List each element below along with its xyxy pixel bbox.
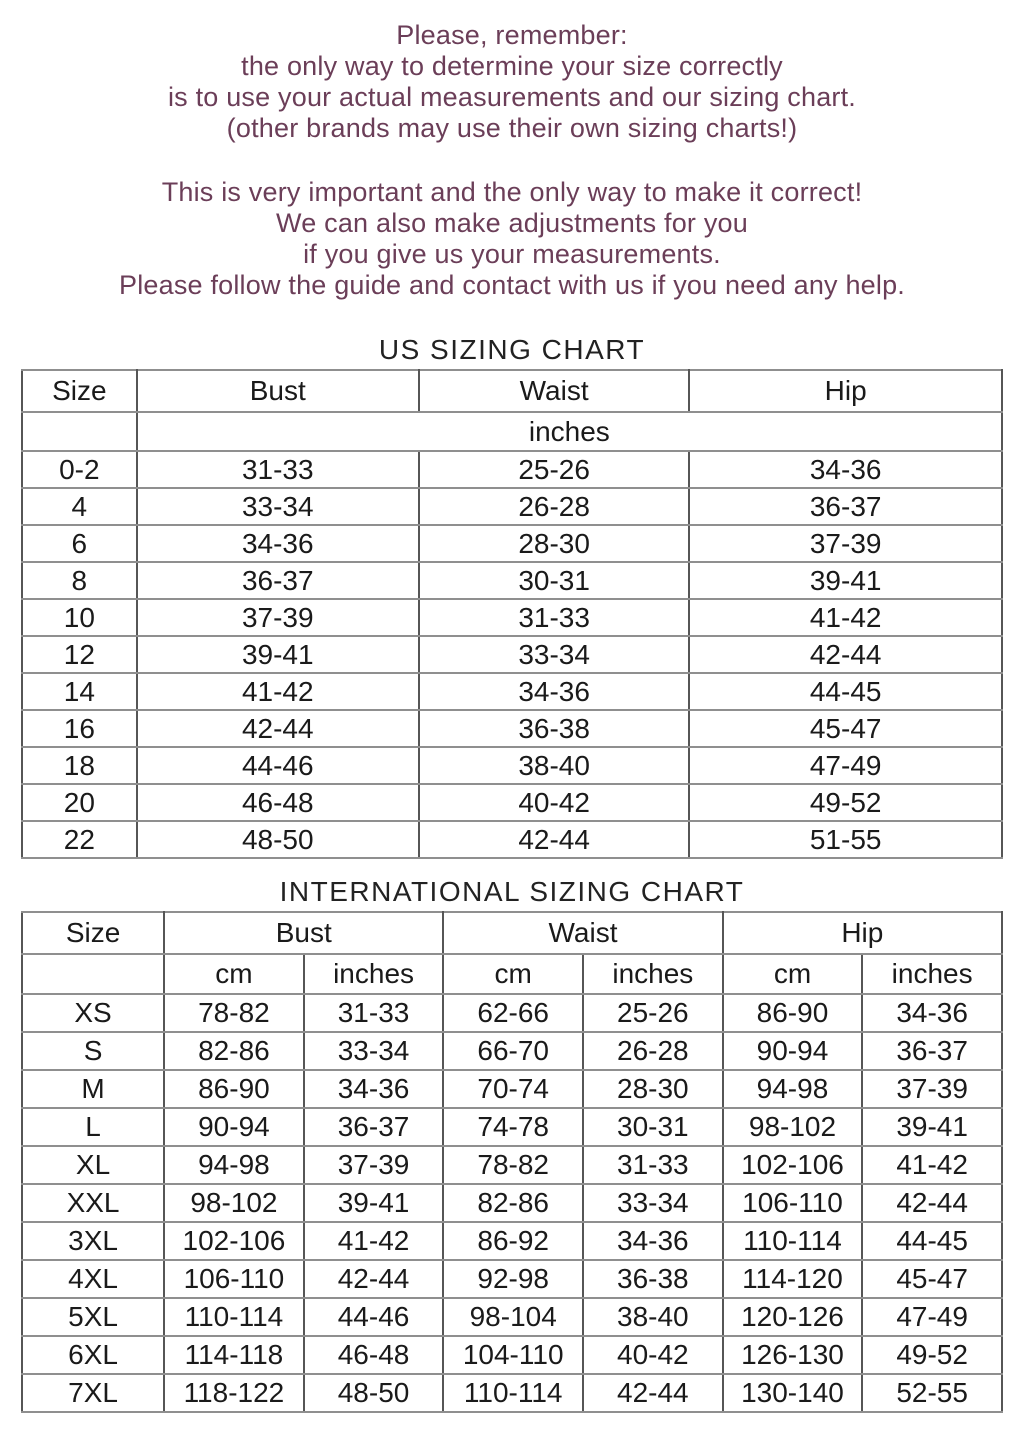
size-cell: 14 bbox=[22, 673, 137, 710]
measurement-cell: 130-140 bbox=[723, 1374, 863, 1412]
measurement-cell: 90-94 bbox=[164, 1108, 304, 1146]
size-cell: S bbox=[22, 1032, 164, 1070]
table-row bbox=[22, 1070, 1002, 1108]
measurement-cell: 41-42 bbox=[862, 1146, 1002, 1184]
measurement-cell: 37-39 bbox=[689, 525, 1002, 562]
measurement-cell: 34-36 bbox=[689, 451, 1002, 488]
measurement-cell: 118-122 bbox=[164, 1374, 304, 1412]
intl-unit-label-bust-inches: inches bbox=[304, 954, 444, 994]
measurement-cell: 45-47 bbox=[689, 710, 1002, 747]
measurement-cell: 98-102 bbox=[164, 1184, 304, 1222]
table-row bbox=[22, 451, 1002, 488]
measurement-cell: 41-42 bbox=[137, 673, 419, 710]
us-sizing-table bbox=[21, 369, 1003, 859]
measurement-cell: 42-44 bbox=[689, 636, 1002, 673]
measurement-cell: 36-37 bbox=[862, 1032, 1002, 1070]
intl-unit-label-waist-inches: inches bbox=[583, 954, 723, 994]
measurement-cell: 42-44 bbox=[583, 1374, 723, 1412]
measurement-cell: 26-28 bbox=[583, 1032, 723, 1070]
measurement-cell: 120-126 bbox=[723, 1298, 863, 1336]
measurement-cell: 78-82 bbox=[443, 1146, 583, 1184]
measurement-cell: 49-52 bbox=[689, 784, 1002, 821]
us-unit-label-inches: inches bbox=[137, 412, 1002, 451]
intro-line: Please follow the guide and contact with us if you need any help. bbox=[118, 270, 905, 300]
intl-unit-label-hip-inches: inches bbox=[862, 954, 1002, 994]
intl-table-body bbox=[22, 994, 1002, 1412]
table-row bbox=[22, 599, 1002, 636]
measurement-cell: 110-114 bbox=[164, 1298, 304, 1336]
measurement-cell: 102-106 bbox=[164, 1222, 304, 1260]
measurement-cell: 51-55 bbox=[689, 821, 1002, 858]
measurement-cell: 94-98 bbox=[164, 1146, 304, 1184]
measurement-cell: 41-42 bbox=[689, 599, 1002, 636]
table-row bbox=[22, 710, 1002, 747]
size-cell: 8 bbox=[22, 562, 137, 599]
measurement-cell: 36-37 bbox=[689, 488, 1002, 525]
measurement-cell: 92-98 bbox=[443, 1260, 583, 1298]
measurement-cell: 42-44 bbox=[419, 821, 689, 858]
measurement-cell: 36-37 bbox=[304, 1108, 444, 1146]
measurement-cell: 30-31 bbox=[583, 1108, 723, 1146]
measurement-cell: 102-106 bbox=[723, 1146, 863, 1184]
intl-unit-row bbox=[22, 954, 1002, 994]
size-cell: 0-2 bbox=[22, 451, 137, 488]
size-cell: XL bbox=[22, 1146, 164, 1184]
measurement-cell: 48-50 bbox=[304, 1374, 444, 1412]
measurement-cell: 31-33 bbox=[137, 451, 419, 488]
measurement-cell: 47-49 bbox=[862, 1298, 1002, 1336]
measurement-cell: 45-47 bbox=[862, 1260, 1002, 1298]
size-cell: XS bbox=[22, 994, 164, 1032]
intro-line: the only way to determine your size correctly bbox=[241, 51, 783, 81]
table-row bbox=[22, 1374, 1002, 1412]
size-cell: 3XL bbox=[22, 1222, 164, 1260]
intro-line: if you give us your measurements. bbox=[303, 239, 721, 269]
measurement-cell: 70-74 bbox=[443, 1070, 583, 1108]
measurement-cell: 40-42 bbox=[583, 1336, 723, 1374]
table-row bbox=[22, 673, 1002, 710]
measurement-cell: 62-66 bbox=[443, 994, 583, 1032]
size-cell: L bbox=[22, 1108, 164, 1146]
table-row bbox=[22, 525, 1002, 562]
measurement-cell: 94-98 bbox=[723, 1070, 863, 1108]
size-cell: 20 bbox=[22, 784, 137, 821]
measurement-cell: 36-38 bbox=[419, 710, 689, 747]
measurement-cell: 106-110 bbox=[723, 1184, 863, 1222]
measurement-cell: 31-33 bbox=[304, 994, 444, 1032]
size-cell: XXL bbox=[22, 1184, 164, 1222]
us-header-row bbox=[22, 370, 1002, 412]
size-cell: M bbox=[22, 1070, 164, 1108]
size-cell: 4XL bbox=[22, 1260, 164, 1298]
measurement-cell: 26-28 bbox=[419, 488, 689, 525]
measurement-cell: 37-39 bbox=[862, 1070, 1002, 1108]
intro-paragraph-2 bbox=[0, 177, 1024, 301]
measurement-cell: 37-39 bbox=[137, 599, 419, 636]
table-row bbox=[22, 1222, 1002, 1260]
measurement-cell: 37-39 bbox=[304, 1146, 444, 1184]
measurement-cell: 46-48 bbox=[304, 1336, 444, 1374]
measurement-cell: 98-104 bbox=[443, 1298, 583, 1336]
size-cell: 22 bbox=[22, 821, 137, 858]
us-column-header-hip: Hip bbox=[689, 370, 1002, 412]
measurement-cell: 31-33 bbox=[419, 599, 689, 636]
measurement-cell: 34-36 bbox=[137, 525, 419, 562]
measurement-cell: 38-40 bbox=[419, 747, 689, 784]
measurement-cell: 104-110 bbox=[443, 1336, 583, 1374]
measurement-cell: 34-36 bbox=[419, 673, 689, 710]
table-row bbox=[22, 747, 1002, 784]
measurement-cell: 39-41 bbox=[862, 1108, 1002, 1146]
table-row bbox=[22, 562, 1002, 599]
intro-line: We can also make adjustments for you bbox=[276, 208, 748, 238]
measurement-cell: 42-44 bbox=[137, 710, 419, 747]
intl-header-row bbox=[22, 912, 1002, 954]
measurement-cell: 47-49 bbox=[689, 747, 1002, 784]
measurement-cell: 106-110 bbox=[164, 1260, 304, 1298]
measurement-cell: 28-30 bbox=[583, 1070, 723, 1108]
table-row bbox=[22, 821, 1002, 858]
measurement-cell: 34-36 bbox=[862, 994, 1002, 1032]
measurement-cell: 44-45 bbox=[689, 673, 1002, 710]
measurement-cell: 30-31 bbox=[419, 562, 689, 599]
intl-column-header-hip: Hip bbox=[723, 912, 1002, 954]
measurement-cell: 110-114 bbox=[443, 1374, 583, 1412]
measurement-cell: 39-41 bbox=[304, 1184, 444, 1222]
measurement-cell: 126-130 bbox=[723, 1336, 863, 1374]
us-unit-empty-cell bbox=[22, 412, 137, 451]
measurement-cell: 41-42 bbox=[304, 1222, 444, 1260]
measurement-cell: 114-118 bbox=[164, 1336, 304, 1374]
size-cell: 5XL bbox=[22, 1298, 164, 1336]
measurement-cell: 34-36 bbox=[304, 1070, 444, 1108]
international-sizing-table bbox=[21, 911, 1003, 1413]
intro-text bbox=[0, 0, 1024, 301]
measurement-cell: 40-42 bbox=[419, 784, 689, 821]
us-table-body bbox=[22, 451, 1002, 858]
measurement-cell: 48-50 bbox=[137, 821, 419, 858]
us-unit-row bbox=[22, 412, 1002, 451]
measurement-cell: 25-26 bbox=[419, 451, 689, 488]
measurement-cell: 52-55 bbox=[862, 1374, 1002, 1412]
table-row bbox=[22, 1146, 1002, 1184]
table-row bbox=[22, 784, 1002, 821]
measurement-cell: 86-90 bbox=[723, 994, 863, 1032]
measurement-cell: 33-34 bbox=[419, 636, 689, 673]
table-row bbox=[22, 1108, 1002, 1146]
intl-column-header-waist: Waist bbox=[443, 912, 722, 954]
international-chart-title: INTERNATIONAL SIZING CHART bbox=[279, 876, 745, 907]
intl-column-header-size: Size bbox=[22, 912, 164, 954]
us-column-header-waist: Waist bbox=[419, 370, 689, 412]
size-cell: 10 bbox=[22, 599, 137, 636]
measurement-cell: 42-44 bbox=[862, 1184, 1002, 1222]
table-row bbox=[22, 994, 1002, 1032]
intro-line: Please, remember: bbox=[396, 20, 628, 50]
intro-paragraph-1 bbox=[0, 0, 1024, 144]
measurement-cell: 39-41 bbox=[137, 636, 419, 673]
intl-unit-label-waist-cm: cm bbox=[443, 954, 583, 994]
measurement-cell: 49-52 bbox=[862, 1336, 1002, 1374]
size-cell: 6XL bbox=[22, 1336, 164, 1374]
measurement-cell: 25-26 bbox=[583, 994, 723, 1032]
measurement-cell: 46-48 bbox=[137, 784, 419, 821]
intl-unit-empty-cell bbox=[22, 954, 164, 994]
table-row bbox=[22, 1184, 1002, 1222]
intl-column-header-bust: Bust bbox=[164, 912, 443, 954]
measurement-cell: 82-86 bbox=[443, 1184, 583, 1222]
size-cell: 12 bbox=[22, 636, 137, 673]
measurement-cell: 78-82 bbox=[164, 994, 304, 1032]
measurement-cell: 34-36 bbox=[583, 1222, 723, 1260]
table-row bbox=[22, 636, 1002, 673]
table-row bbox=[22, 1032, 1002, 1070]
us-column-header-size: Size bbox=[22, 370, 137, 412]
table-row bbox=[22, 1336, 1002, 1374]
measurement-cell: 110-114 bbox=[723, 1222, 863, 1260]
measurement-cell: 36-37 bbox=[137, 562, 419, 599]
size-cell: 6 bbox=[22, 525, 137, 562]
table-row bbox=[22, 488, 1002, 525]
measurement-cell: 74-78 bbox=[443, 1108, 583, 1146]
measurement-cell: 44-46 bbox=[304, 1298, 444, 1336]
measurement-cell: 36-38 bbox=[583, 1260, 723, 1298]
us-column-header-bust: Bust bbox=[137, 370, 419, 412]
measurement-cell: 33-34 bbox=[304, 1032, 444, 1070]
size-cell: 16 bbox=[22, 710, 137, 747]
measurement-cell: 39-41 bbox=[689, 562, 1002, 599]
measurement-cell: 38-40 bbox=[583, 1298, 723, 1336]
table-row bbox=[22, 1298, 1002, 1336]
measurement-cell: 90-94 bbox=[723, 1032, 863, 1070]
intro-line: is to use your actual measurements and our sizing chart. bbox=[167, 82, 857, 112]
measurement-cell: 44-45 bbox=[862, 1222, 1002, 1260]
measurement-cell: 66-70 bbox=[443, 1032, 583, 1070]
measurement-cell: 33-34 bbox=[583, 1184, 723, 1222]
intl-unit-label-hip-cm: cm bbox=[723, 954, 863, 994]
table-row bbox=[22, 1260, 1002, 1298]
measurement-cell: 82-86 bbox=[164, 1032, 304, 1070]
measurement-cell: 86-92 bbox=[443, 1222, 583, 1260]
measurement-cell: 42-44 bbox=[304, 1260, 444, 1298]
intro-line: This is very important and the only way to make it correct! bbox=[161, 177, 863, 207]
measurement-cell: 98-102 bbox=[723, 1108, 863, 1146]
intro-line: (other brands may use their own sizing charts!) bbox=[226, 113, 798, 143]
us-chart-title: US SIZING CHART bbox=[378, 334, 646, 365]
size-cell: 18 bbox=[22, 747, 137, 784]
measurement-cell: 28-30 bbox=[419, 525, 689, 562]
intl-unit-label-bust-cm: cm bbox=[164, 954, 304, 994]
measurement-cell: 33-34 bbox=[137, 488, 419, 525]
measurement-cell: 31-33 bbox=[583, 1146, 723, 1184]
size-cell: 4 bbox=[22, 488, 137, 525]
measurement-cell: 114-120 bbox=[723, 1260, 863, 1298]
size-cell: 7XL bbox=[22, 1374, 164, 1412]
measurement-cell: 44-46 bbox=[137, 747, 419, 784]
measurement-cell: 86-90 bbox=[164, 1070, 304, 1108]
